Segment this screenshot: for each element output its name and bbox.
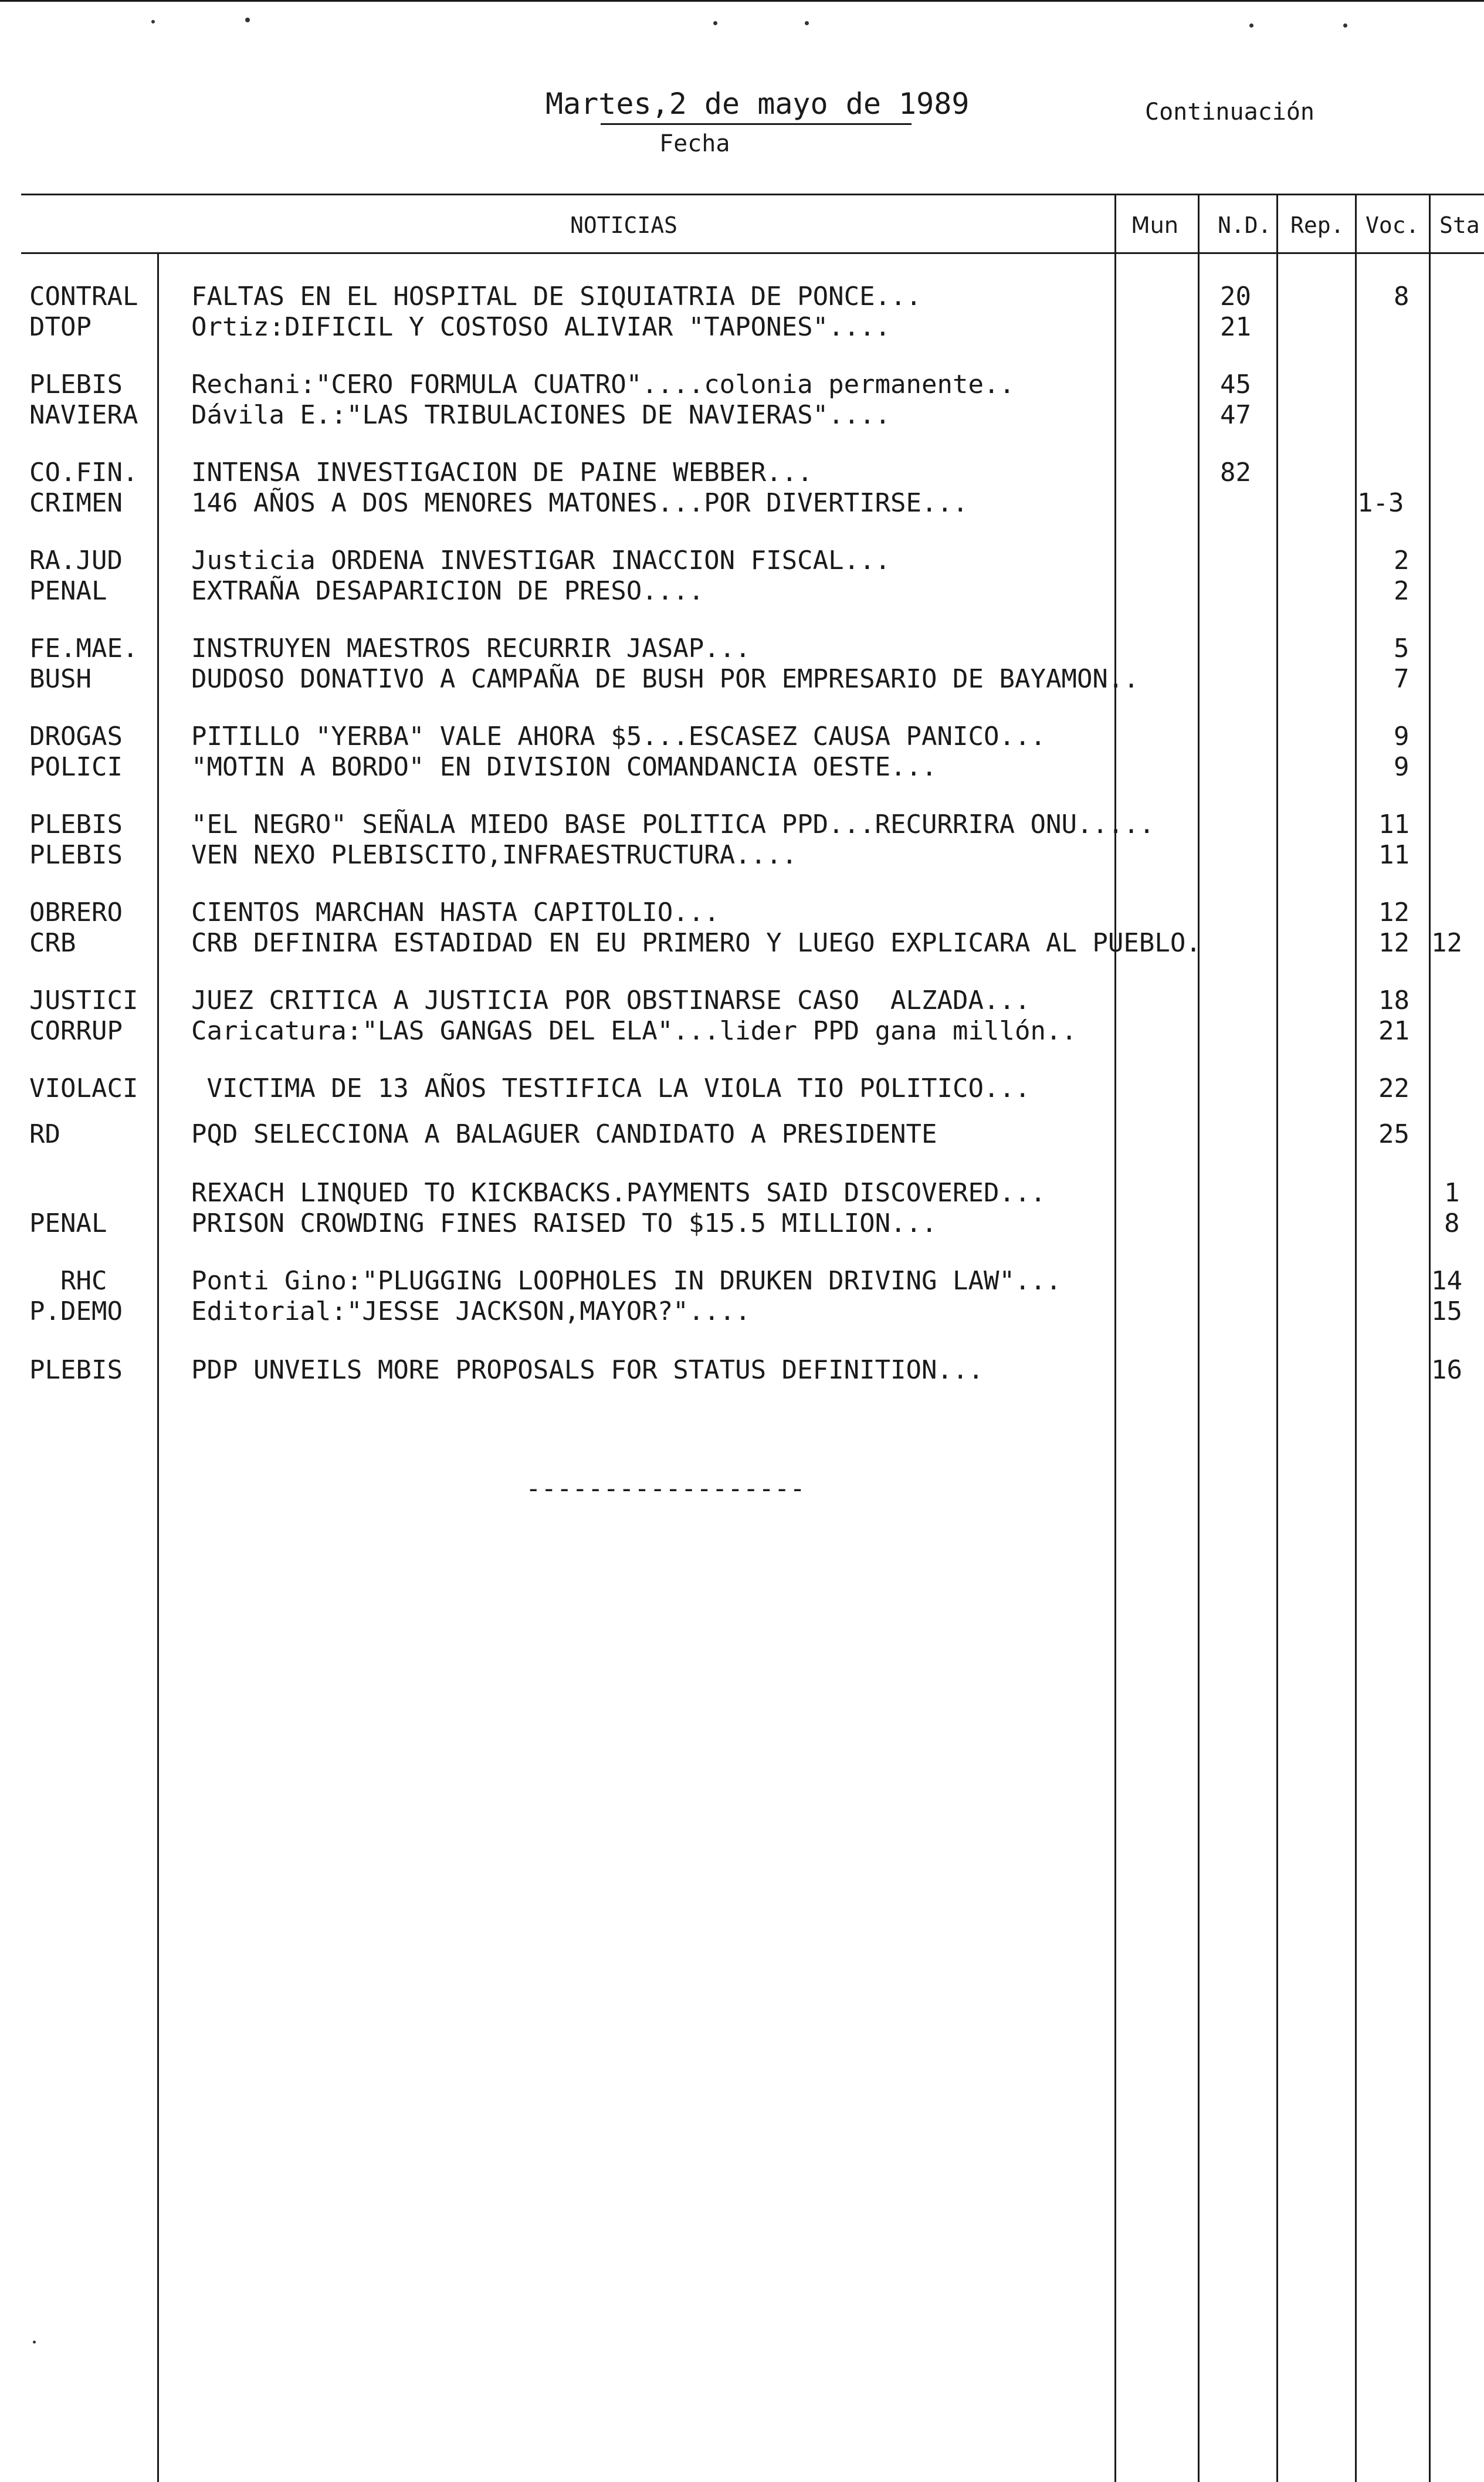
row-nd: 47 [1220,400,1251,430]
col-voc: Voc. [1366,212,1419,238]
row-voc: 8 [1394,282,1410,311]
table-header-rule [21,252,1484,254]
row-headline: CRB DEFINIRA ESTADIDAD EN EU PRIMERO Y LUEGO EXPLICARA AL PUEBLO. [191,928,1201,958]
row-category: PENAL [29,1208,107,1238]
row-voc: 7 [1394,664,1410,694]
row-nd: 20 [1220,282,1251,311]
row-category: PLEBIS [29,840,123,870]
top-edge-line [0,0,1484,2]
col-star: Sta [1439,212,1480,238]
speck [805,21,809,25]
row-star: 16 [1431,1355,1462,1385]
speck [33,2341,36,2344]
row-category: OBRERO [29,898,123,927]
row-category: PLEBIS [29,810,123,839]
row-star: 8 [1444,1208,1460,1238]
end-marker: ------------------ [526,1474,805,1504]
row-voc: 12 [1378,928,1410,958]
row-headline: INSTRUYEN MAESTROS RECURRIR JASAP... [191,634,751,663]
row-voc: 5 [1394,634,1410,663]
col-noticias: NOTICIAS [570,212,678,238]
col-mun: Mun [1131,212,1178,238]
row-voc: 2 [1394,576,1410,606]
row-star: 15 [1431,1296,1462,1326]
row-nd: 21 [1220,312,1251,342]
row-category: POLICI [29,752,123,782]
date-underline [601,123,912,125]
row-headline: "EL NEGRO" SEÑALA MIEDO BASE POLITICA PPD...RECURRIRA ONU..... [191,810,1155,839]
row-headline: INTENSA INVESTIGACION DE PAINE WEBBER... [191,458,813,487]
speck [1249,23,1253,28]
row-headline: PQD SELECCIONA A BALAGUER CANDIDATO A PRESIDENTE [191,1119,937,1149]
row-star: 1 [1444,1178,1460,1208]
divider-nd [1198,194,1200,2482]
row-headline: Editorial:"JESSE JACKSON,MAYOR?".... [191,1296,751,1326]
row-headline: VEN NEXO PLEBISCITO,INFRAESTRUCTURA.... [191,840,798,870]
row-voc: 9 [1394,752,1410,782]
table-top-rule [21,194,1484,195]
row-category: VIOLACI [29,1074,138,1103]
row-category: FE.MAE. [29,634,138,663]
col-nd: N.D. [1218,212,1272,238]
row-headline: "MOTIN A BORDO" EN DIVISION COMANDANCIA OESTE... [191,752,937,782]
speck [245,18,250,22]
row-headline: Justicia ORDENA INVESTIGAR INACCION FISCAL... [191,546,891,575]
row-category: NAVIERA [29,400,138,430]
row-headline: Ponti Gino:"PLUGGING LOOPHOLES IN DRUKEN DRIVING LAW"... [191,1266,1062,1296]
row-headline: EXTRAÑA DESAPARICION DE PRESO.... [191,576,704,606]
speck [151,20,155,23]
speck [1343,23,1347,28]
row-category: CONTRAL [29,282,138,311]
row-headline: Caricatura:"LAS GANGAS DEL ELA"...lider PPD gana millón.. [191,1016,1077,1046]
row-nd: 82 [1220,458,1251,487]
row-voc: 21 [1378,1016,1410,1046]
row-category: RA.JUD [29,546,123,575]
row-category: CO.FIN. [29,458,138,487]
row-category: DROGAS [29,722,123,751]
row-category: CORRUP [29,1016,123,1046]
date-caption: Fecha [659,130,730,157]
row-category: CRIMEN [29,488,123,518]
divider-category [157,253,159,2482]
row-star: 12 [1431,928,1462,958]
row-category: JUSTICI [29,986,138,1015]
row-headline: Dávila E.:"LAS TRIBULACIONES DE NAVIERAS".... [191,400,891,430]
date-text: Martes,2 de mayo de 1989 [546,87,970,121]
row-headline: DUDOSO DONATIVO A CAMPAÑA DE BUSH POR EMPRESARIO DE BAYAMON.. [191,664,1139,694]
row-voc: 25 [1378,1119,1410,1149]
divider-rep [1276,194,1278,2482]
row-headline: 146 AÑOS A DOS MENORES MATONES...POR DIVERTIRSE... [191,488,968,518]
row-headline: PITILLO "YERBA" VALE AHORA $5...ESCASEZ CAUSA PANICO... [191,722,1046,751]
row-headline: REXACH LINQUED TO KICKBACKS.PAYMENTS SAID DISCOVERED... [191,1178,1046,1208]
row-category: P.DEMO [29,1296,123,1326]
speck [713,21,717,25]
row-voc: 22 [1378,1074,1410,1103]
row-category: PLEBIS [29,1355,123,1385]
row-category: CRB [29,928,76,958]
row-headline: FALTAS EN EL HOSPITAL DE SIQUIATRIA DE PONCE... [191,282,922,311]
divider-star [1429,194,1431,2482]
row-voc: 11 [1378,840,1410,870]
divider-mun [1114,194,1116,2482]
col-rep: Rep. [1290,212,1344,238]
row-voc: 11 [1378,810,1410,839]
row-headline: PRISON CROWDING FINES RAISED TO $15.5 MILLION... [191,1208,937,1238]
row-category: RD [29,1119,60,1149]
divider-voc [1355,194,1357,2482]
row-nd: 45 [1220,370,1251,399]
row-star: 14 [1431,1266,1462,1296]
row-headline: Rechani:"CERO FORMULA CUATRO"....colonia permanente.. [191,370,1015,399]
row-category: PLEBIS [29,370,123,399]
row-headline: PDP UNVEILS MORE PROPOSALS FOR STATUS DEFINITION... [191,1355,984,1385]
row-category: RHC [29,1266,107,1296]
continuation-label: Continuación [1145,99,1314,126]
row-headline: VICTIMA DE 13 AÑOS TESTIFICA LA VIOLA TIO POLITICO... [191,1074,1031,1103]
row-category: PENAL [29,576,107,606]
row-category: BUSH [29,664,92,694]
row-headline: JUEZ CRITICA A JUSTICIA POR OBSTINARSE CASO ALZADA... [191,986,1031,1015]
row-voc: 9 [1394,722,1410,751]
row-category: DTOP [29,312,92,342]
row-headline: Ortiz:DIFICIL Y COSTOSO ALIVIAR "TAPONES".... [191,312,891,342]
row-headline: CIENTOS MARCHAN HASTA CAPITOLIO... [191,898,720,927]
row-voc: 2 [1394,546,1410,575]
row-voc: 12 [1378,898,1410,927]
row-voc: 18 [1378,986,1410,1015]
row-voc: 1-3 [1357,488,1404,518]
